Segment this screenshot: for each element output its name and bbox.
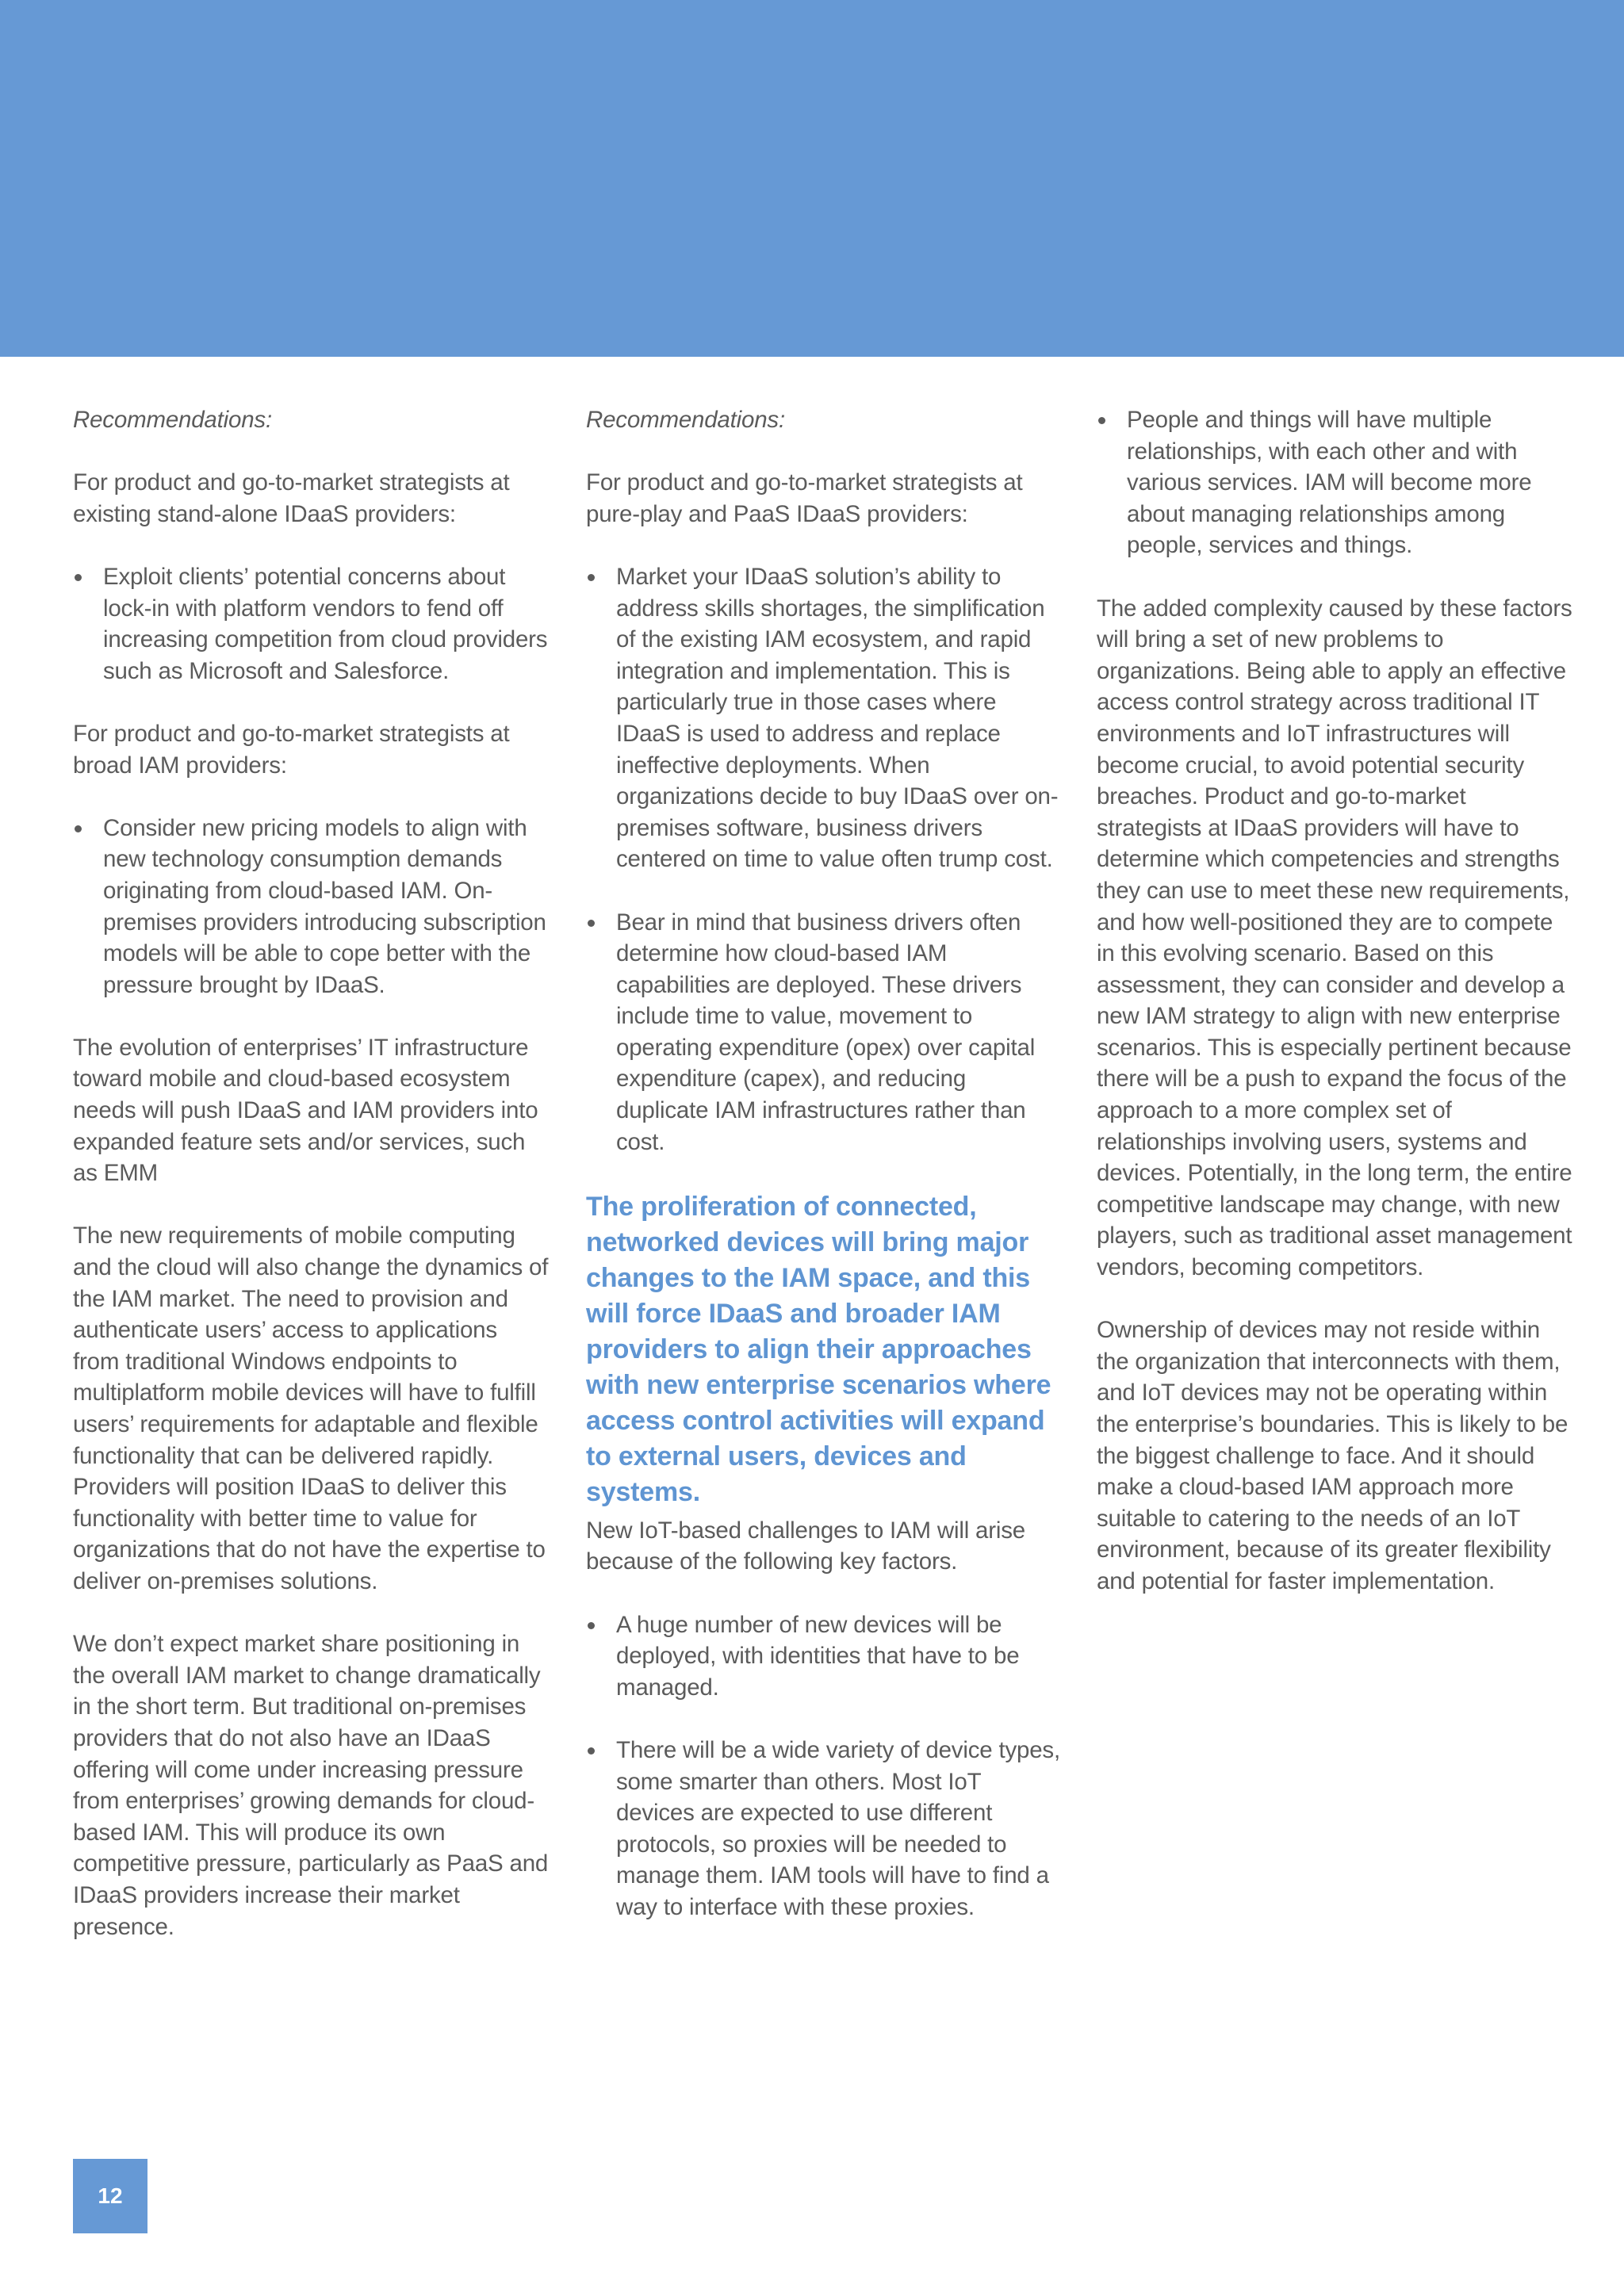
list-item: There will be a wide variety of device types, some smarter than others. Most IoT devices are expected to use different protocols, so proxies will be needed to manage them. IAM tools will have to find a way to interface with these proxies. (586, 1735, 1062, 1923)
bullet-icon (1098, 417, 1105, 424)
intro-paragraph: For product and go-to-market strategists at pure-play and PaaS IDaaS providers: (586, 469, 1023, 527)
bullet-list (73, 813, 549, 1001)
page-number: 12 (73, 2159, 147, 2233)
list-item: A huge number of new devices will be deployed, with identities that have to be managed. (586, 1609, 1062, 1704)
column-middle (586, 404, 1062, 1954)
body-paragraph: Ownership of devices may not reside within the organization that interconnects with them, and IoT devices may not be operating within the enterprise’s boundaries. This is likely to be the biggest challenge to face. And it should make a cloud-based IAM approach more suitable to catering to the needs of an IoT environment, because of its greater flexibility and potential for faster implementation. (1097, 1317, 1568, 1594)
bullet-icon (588, 1747, 595, 1755)
body-paragraph: New IoT-based challenges to IAM will arise because of the following key factors. (586, 1517, 1025, 1575)
bullet-icon (588, 1622, 595, 1629)
recommendations-label: Recommendations: (586, 407, 785, 433)
bullet-list (586, 1609, 1062, 1923)
intro-paragraph: For product and go-to-market strategists at existing stand-alone IDaaS providers: (73, 469, 510, 527)
column-left (73, 404, 549, 1974)
pull-quote-heading: The proliferation of connected, networked devices will bring major changes to the IAM space, and this will force IDaaS and broader IAM providers to align their approaches with new enterprise scenarios where access control activities will expand to external users, devices and systems. (586, 1191, 1051, 1507)
body-paragraph: The evolution of enterprises’ IT infrastructure toward mobile and cloud-based ecosystem needs will push IDaaS and IAM providers into expanded feature sets and/or services, such as EMM (73, 1034, 538, 1187)
list-item: Consider new pricing models to align with new technology consumption demands originating from cloud-based IAM. On-premises providers introducing subscription models will be able to cope better with the pressure brought by IDaaS. (73, 813, 549, 1001)
bullet-icon (75, 574, 82, 581)
column-right (1097, 404, 1572, 1628)
bullet-list (586, 561, 1062, 1158)
list-item: Bear in mind that business drivers often determine how cloud-based IAM capabilities are deployed. These drivers include time to value, movement to operating expenditure (opex) over capital expenditure (capex), and reducing duplicate IAM infrastructures rather than cost. (586, 907, 1062, 1158)
body-paragraph: The added complexity caused by these factors will bring a set of new problems to organizations. Being able to apply an effective access control strategy across traditional IT environments and IoT infrastructures will become crucial, to avoid potential security breaches. Product and go-to-market strategists at IDaaS providers will have to determine which competencies and strengths they can use to meet these new requirements, and how well-positioned they are to compete in this evolving scenario. Based on this assessment, they can consider and develop a new IAM strategy to align with new enterprise scenarios. This is especially pertinent because there will be a push to expand the focus of the approach to a more complex set of relationships involving users, systems and devices. Potentially, in the long term, the entire competitive landscape may change, with new players, such as traditional asset management vendors, becoming competitors. (1097, 595, 1572, 1281)
recommendations-label: Recommendations: (73, 407, 272, 433)
bullet-icon (75, 825, 82, 832)
list-item: Market your IDaaS solution’s ability to address skills shortages, the simplification of the existing IAM ecosystem, and rapid integration and implementation. This is particularly true in those cases where IDaaS is used to address and replace ineffective deployments. When organizations decide to buy IDaaS over on-premises software, business drivers centered on time to value often trump cost. (586, 561, 1062, 875)
body-paragraph: We don’t expect market share positioning in the overall IAM market to change dramatically in the short term. But traditional on-premises providers that do not also have an IDaaS offering will come under increasing pressure from enterprises’ growing demands for cloud-based IAM. This will produce its own competitive pressure, particularly as PaaS and IDaaS providers increase their market presence. (73, 1631, 549, 1940)
bullet-list (1097, 404, 1572, 561)
header-banner (0, 0, 1624, 357)
bullet-icon (588, 920, 595, 927)
list-item: Exploit clients’ potential concerns about lock-in with platform vendors to fend off increasing competition from cloud providers such as Microsoft and Salesforce. (73, 561, 549, 687)
bullet-icon (588, 574, 595, 581)
bullet-list (73, 561, 549, 687)
list-item: People and things will have multiple relationships, with each other and with various services. IAM will become more about managing relationships among people, services and things. (1097, 404, 1572, 561)
body-paragraph: The new requirements of mobile computing and the cloud will also change the dynamics of the IAM market. The need to provision and authenticate users’ access to applications from traditional Windows endpoints to multiplatform mobile devices will have to fulfill users’ requirements for adaptable and flexible functionality that can be delivered rapidly. Providers will position IDaaS to deliver this functionality with better time to value for organizations that do not have the expertise to deliver on-premises solutions. (73, 1223, 549, 1594)
intro-paragraph: For product and go-to-market strategists at broad IAM providers: (73, 720, 510, 779)
